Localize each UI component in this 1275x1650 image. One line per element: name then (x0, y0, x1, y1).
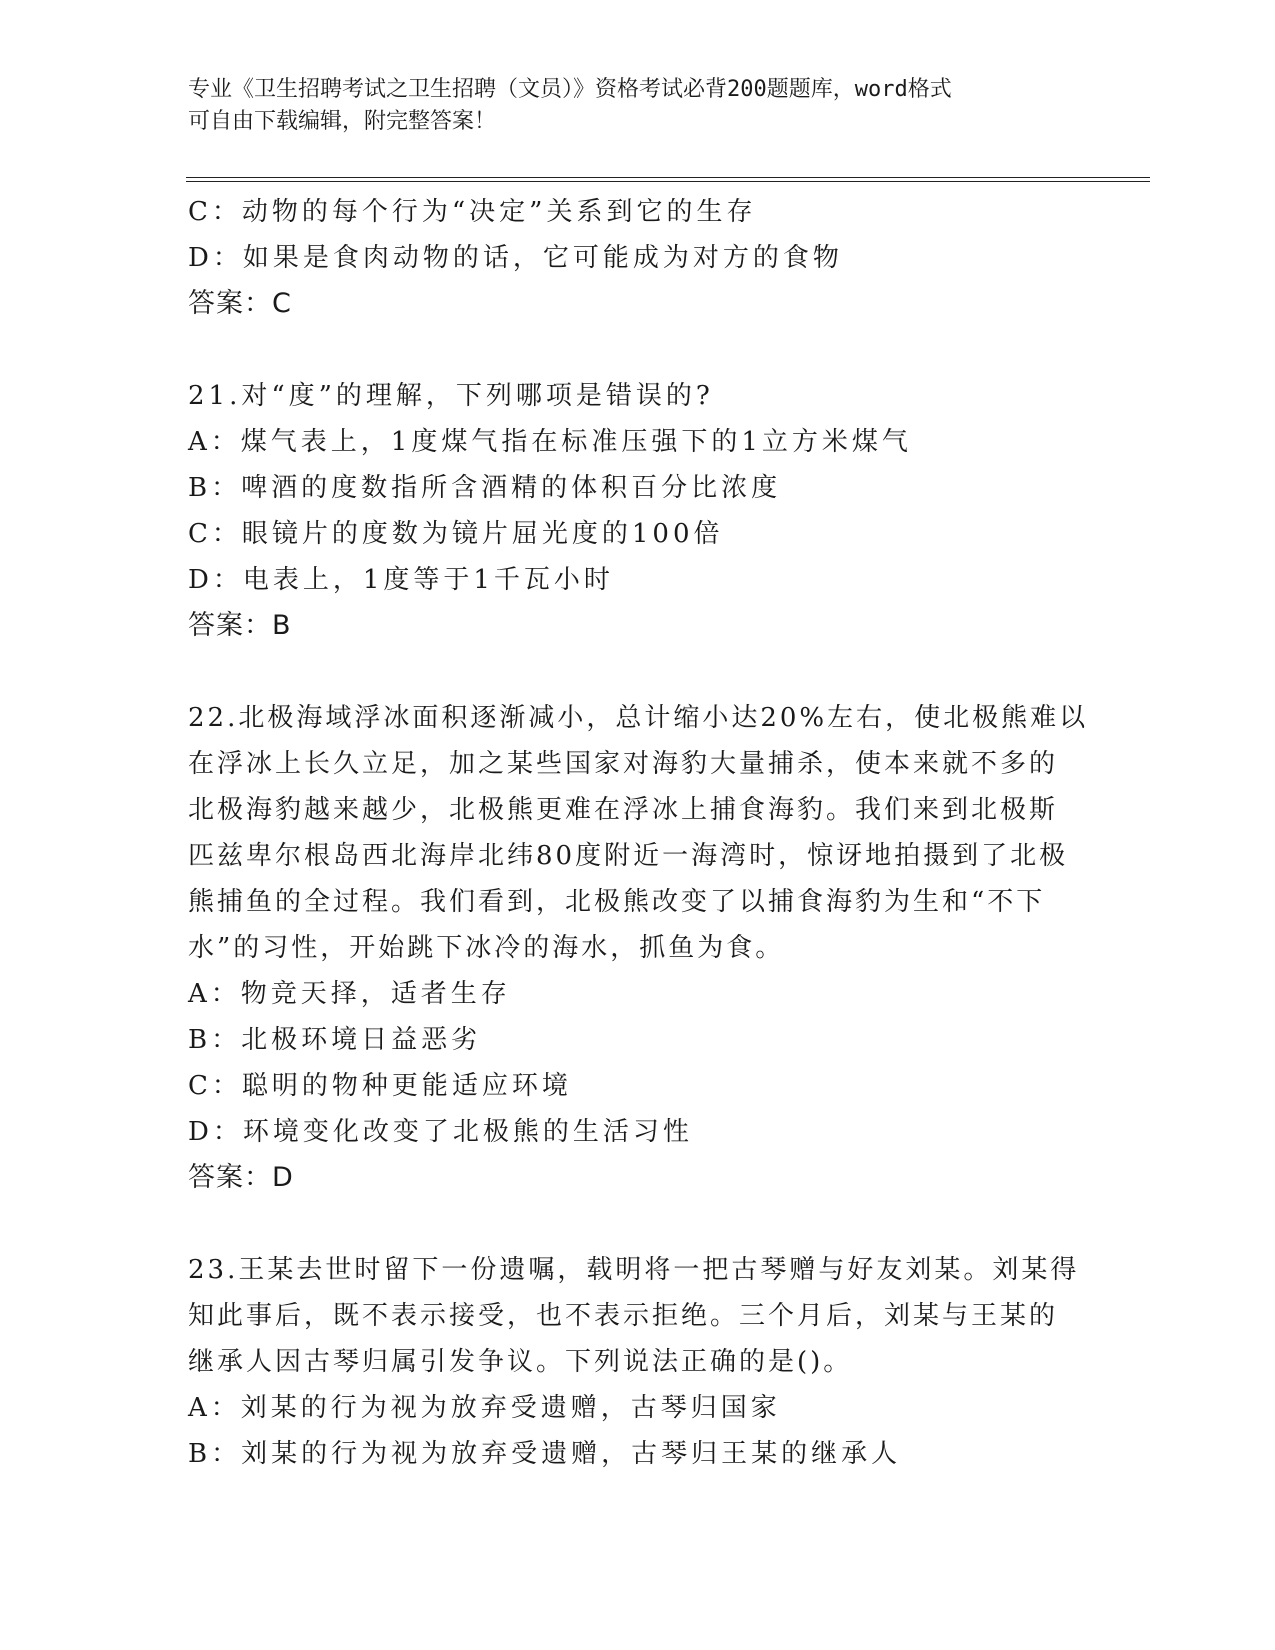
q21-stem: 21.对“度”的理解，下列哪项是错误的? (188, 381, 714, 411)
q22-stem (188, 695, 1088, 971)
spacer (188, 1201, 1088, 1247)
q23-stem-line: 23.王某去世时留下一份遗嘱，载明将一把古琴赠与好友刘某。刘某得 (188, 1255, 1080, 1285)
q23-stem-line: 知此事后，既不表示接受，也不表示拒绝。三个月后，刘某与王某的 (188, 1301, 1059, 1331)
q23-stem-line: 继承人因古琴归属引发争议。下列说法正确的是()。 (188, 1347, 853, 1377)
q21-option-d: D：电表上，1度等于1千瓦小时 (188, 565, 614, 595)
header-line-2: 可自由下载编辑，附完整答案！ (188, 109, 497, 134)
question-content (188, 189, 1088, 1477)
q20-answer: 答案：C (188, 288, 292, 319)
q21-option-c: C：眼镜片的度数为镜片屈光度的100倍 (188, 519, 724, 549)
q22-stem-line: 熊捕鱼的全过程。我们看到，北极熊改变了以捕食海豹为生和“不下 (188, 887, 1046, 917)
q20-option-d: D：如果是食肉动物的话，它可能成为对方的食物 (188, 243, 843, 273)
q23-option-a: A：刘某的行为视为放弃受遗赠，古琴归国家 (188, 1393, 781, 1423)
q22-option-d: D：环境变化改变了北极熊的生活习性 (188, 1117, 693, 1147)
q23-option-b: B：刘某的行为视为放弃受遗赠，古琴归王某的继承人 (188, 1439, 902, 1469)
q22-answer: 答案：D (188, 1162, 294, 1193)
q23-stem (188, 1247, 1088, 1385)
q22-stem-line: 水”的习性，开始跳下冰冷的海水，抓鱼为食。 (188, 933, 785, 963)
q22-option-b: B：北极环境日益恶劣 (188, 1025, 482, 1055)
header-line-1: 专业《卫生招聘考试之卫生招聘（文员）》资格考试必背200题题库，word格式 (188, 77, 952, 102)
q21-option-a: A：煤气表上，1度煤气指在标准压强下的1立方米煤气 (188, 427, 912, 457)
q22-option-a: A：物竞天择，适者生存 (188, 979, 511, 1009)
document-header (188, 74, 1088, 138)
q21-option-b: B：啤酒的度数指所含酒精的体积百分比浓度 (188, 473, 782, 503)
spacer (188, 327, 1088, 373)
q22-option-c: C：聪明的物种更能适应环境 (188, 1071, 572, 1101)
spacer (188, 649, 1088, 695)
q22-stem-line: 匹兹卑尔根岛西北海岸北纬80度附近一海湾时，惊讶地拍摄到了北极 (188, 841, 1069, 871)
header-divider-bottom (186, 181, 1150, 182)
header-divider-top (186, 177, 1150, 178)
q21-answer: 答案：B (188, 610, 292, 641)
q22-stem-line: 在浮冰上长久立足，加之某些国家对海豹大量捕杀，使本来就不多的 (188, 749, 1059, 779)
q20-option-c: C：动物的每个行为“决定”关系到它的生存 (188, 197, 757, 227)
q22-stem-line: 22.北极海域浮冰面积逐渐减小，总计缩小达20%左右，使北极熊难以 (188, 703, 1089, 733)
q22-stem-line: 北极海豹越来越少，北极熊更难在浮冰上捕食海豹。我们来到北极斯 (188, 795, 1059, 825)
